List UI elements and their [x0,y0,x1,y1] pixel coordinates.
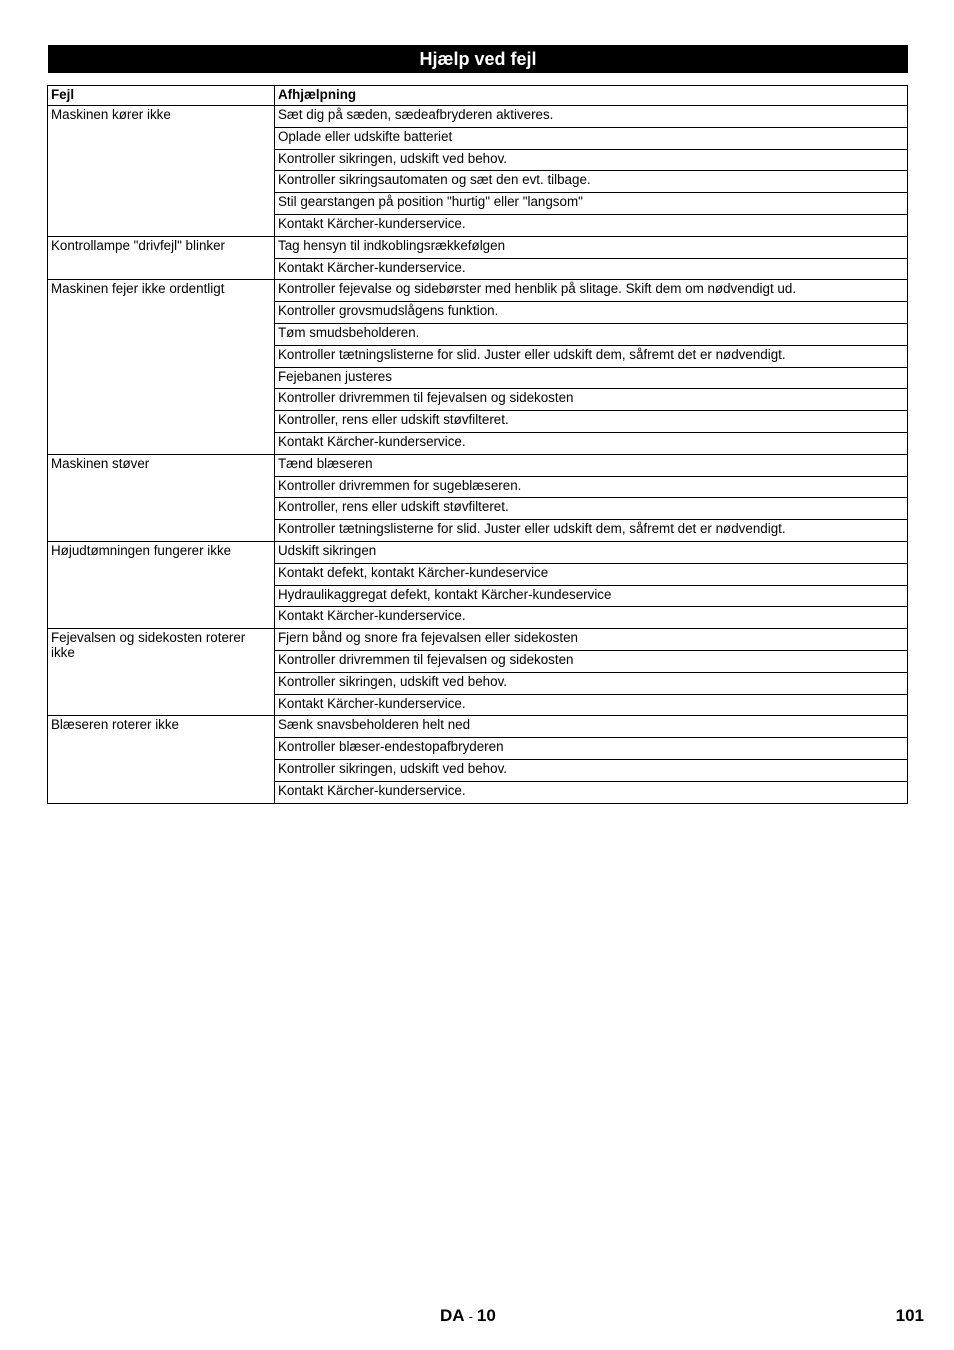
remedy-cell: Kontroller sikringen, udskift ved behov. [275,149,908,171]
remedy-cell: Kontroller drivremmen for sugeblæseren. [275,476,908,498]
fault-cell: Maskinen fejer ikke ordentligt [48,280,275,454]
footer-section-label [440,1306,496,1326]
remedy-cell: Kontakt Kärcher-kunderservice. [275,432,908,454]
table-header [48,86,908,106]
header-row [48,86,908,106]
remedy-cell: Kontroller tætningslisterne for slid. Juster eller udskift dem, såfremt det er nødvendigt. [275,520,908,542]
table-row [48,280,908,302]
remedy-cell: Kontakt Kärcher-kunderservice. [275,607,908,629]
fault-cell: Blæseren roterer ikke [48,716,275,803]
remedy-cell: Kontroller sikringen, udskift ved behov. [275,672,908,694]
table-row [48,454,908,476]
footer-separator: - [468,1309,473,1324]
remedy-cell: Kontakt Kärcher-kunderservice. [275,781,908,803]
remedy-cell: Kontroller grovsmudslågens funktion. [275,302,908,324]
fault-cell: Højudtømningen fungerer ikke [48,541,275,628]
remedy-cell: Kontroller, rens eller udskift støvfilteret. [275,498,908,520]
remedy-cell: Kontakt defekt, kontakt Kärcher-kundeservice [275,563,908,585]
table-row [48,716,908,738]
remedy-cell: Kontroller drivremmen til fejevalsen og sidekosten [275,650,908,672]
remedy-cell: Kontakt Kärcher-kunderservice. [275,214,908,236]
remedy-cell: Kontroller drivremmen til fejevalsen og sidekosten [275,389,908,411]
fault-cell: Maskinen kører ikke [48,106,275,237]
remedy-cell: Kontroller sikringsautomaten og sæt den evt. tilbage. [275,171,908,193]
remedy-cell: Kontakt Kärcher-kunderservice. [275,694,908,716]
remedy-cell: Tænd blæseren [275,454,908,476]
page-number: 101 [895,1306,924,1325]
remedy-cell: Udskift sikringen [275,541,908,563]
remedy-cell: Stil gearstangen på position "hurtig" eller "langsom" [275,193,908,215]
table-body [48,106,908,804]
remedy-cell: Sæt dig på sæden, sædeafbryderen aktiveres. [275,106,908,128]
fault-cell: Kontrollampe "drivfejl" blinker [48,236,275,280]
remedy-cell: Oplade eller udskifte batteriet [275,127,908,149]
remedy-cell: Tøm smudsbeholderen. [275,323,908,345]
fault-cell: Maskinen støver [48,454,275,541]
table-row [48,236,908,258]
remedy-cell: Kontroller fejevalse og sidebørster med henblik på slitage. Skift dem om nødvendigt ud. [275,280,908,302]
remedy-cell: Hydraulikaggregat defekt, kontakt Kärcher-kundeservice [275,585,908,607]
fault-cell: Fejevalsen og sidekosten roterer ikke [48,629,275,716]
remedy-cell: Kontroller sikringen, udskift ved behov. [275,759,908,781]
page-title: Hjælp ved fejl [48,45,908,73]
remedy-cell: Kontroller, rens eller udskift støvfilteret. [275,411,908,433]
remedy-cell: Fjern bånd og snore fra fejevalsen eller sidekosten [275,629,908,651]
remedy-cell: Kontroller tætningslisterne for slid. Juster eller udskift dem, såfremt det er nødvendigt. [275,345,908,367]
table-row [48,629,908,651]
remedy-cell: Sænk snavsbeholderen helt ned [275,716,908,738]
footer-language: DA [440,1306,465,1325]
troubleshooting-table [47,85,908,804]
column-header-remedy: Afhjælpning [275,86,908,106]
footer-section-page: 10 [476,1306,496,1325]
table-row [48,541,908,563]
remedy-cell: Kontroller blæser-endestopafbryderen [275,738,908,760]
remedy-cell: Kontakt Kärcher-kunderservice. [275,258,908,280]
remedy-cell: Fejebanen justeres [275,367,908,389]
table-row [48,106,908,128]
column-header-fault: Fejl [48,86,275,106]
remedy-cell: Tag hensyn til indkoblingsrækkefølgen [275,236,908,258]
